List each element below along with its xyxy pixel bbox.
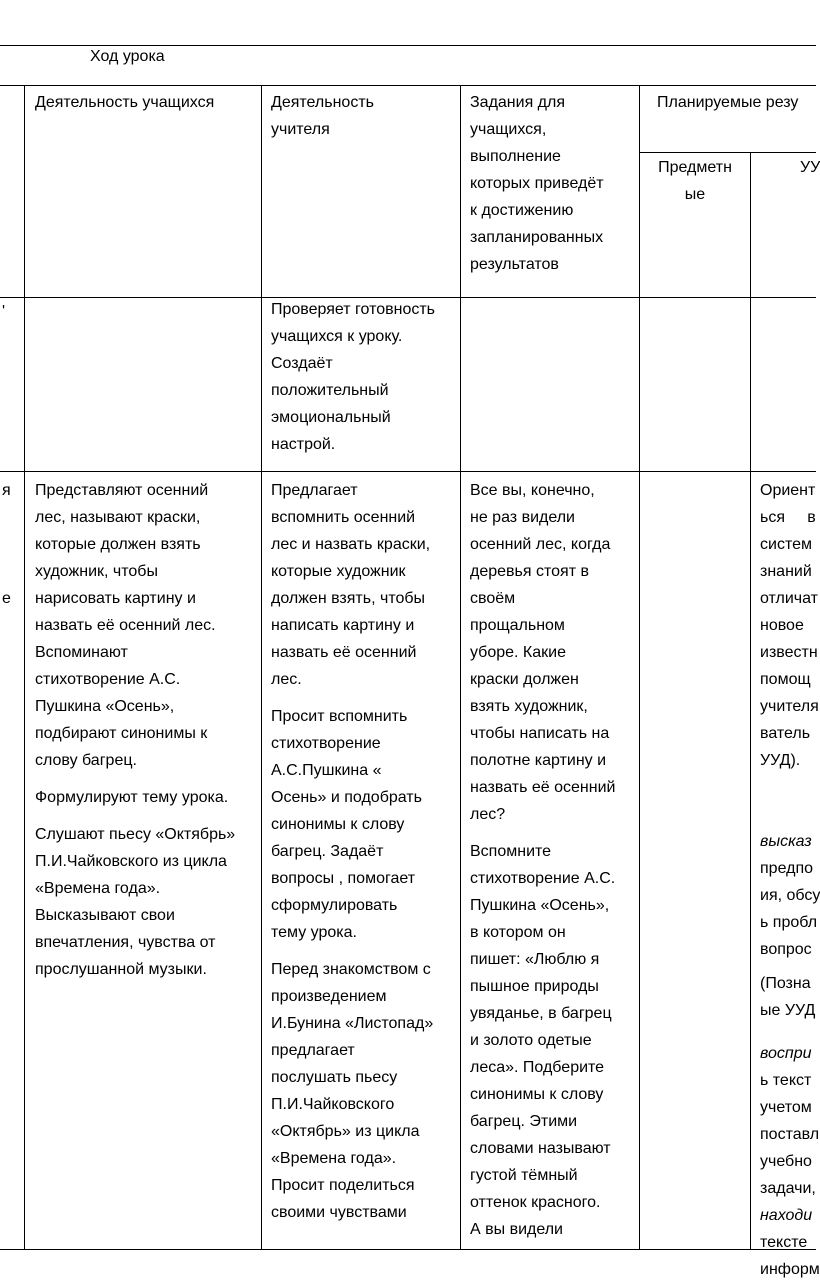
row2-uud-perception: воспри ь текст учетом поставл учебно задачи, находи тексте информ: [760, 1045, 820, 1278]
header-subject-results: Предметн ые: [658, 159, 732, 203]
teacher-paragraph: Просит вспомнить стихотворение А.С.Пушкина « Осень» и подобрать синонимы к слову багрец. Задаёт вопросы , помогает сформулировать тему урока.: [271, 708, 422, 941]
row2-teacher-activity: [271, 477, 433, 1226]
students-paragraph: Представляют осенний лес, называют краски, которые должен взять художник, чтобы нарисовать картину и назвать её осенний лес. Вспоминают стихотворение А.С. Пушкина «Осень», подбирают синонимы к слову багрец.: [35, 482, 216, 769]
header-uud: УУ: [800, 159, 820, 176]
row2-students-activity: [35, 477, 235, 983]
lesson-heading: Ход урока: [90, 48, 165, 65]
tasks-paragraph: Вспомните стихотворение А.С. Пушкина «Осень», в котором он пишет: «Люблю я пышное природы увяданье, в багрец и золото одетые леса». Подберите синонимы к слову багрец. Этими словами называют густой тёмный оттенок красного. А вы видели: [470, 843, 616, 1238]
row2-uud: Ориент ься в систем знаний отличат новое известн помощ учителя ватель УУД).: [760, 482, 819, 769]
row1-border: [0, 471, 816, 472]
planned-subheader-border: [639, 152, 816, 153]
header-students-activity: Деятельность учащихся: [35, 94, 215, 111]
header-teacher-activity: Деятельность учителя: [271, 94, 374, 138]
row2-left-edge: я е: [2, 482, 11, 607]
teacher-paragraph: Предлагает вспомнить осенний лес и назвать краски, которые художник должен взять, чтобы написать картину и назвать её осенний лес.: [271, 482, 431, 688]
col-divider-3: [460, 85, 461, 1249]
header-tasks: Задания для учащихся, выполнение которых приведёт к достижению запланированных результатов: [470, 94, 604, 273]
col-divider-4: [639, 85, 640, 1249]
students-paragraph: Формулируют тему урока.: [35, 789, 229, 806]
heading-row-border: [0, 85, 816, 86]
teacher-paragraph: Перед знакомством с произведением И.Бунина «Листопад» предлагает послушать пьесу П.И.Чайковского «Октябрь» из цикла «Времена года». Просит поделиться своими чувствами: [271, 961, 434, 1221]
row1-teacher-activity: Проверяет готовность учащихся к уроку. Создаёт положительный эмоциональный настрой.: [271, 301, 436, 453]
header-planned-results: Планируемые резу: [657, 94, 799, 111]
row2-uud-cognitive: (Позна ые УУД: [760, 975, 816, 1019]
row2-tasks: [470, 477, 615, 1243]
row1-left-edge: ': [2, 303, 6, 320]
table-bottom-border: [0, 1249, 816, 1250]
row2-uud-regulatory: высказ предпо ия, обсу ь пробл вопрос: [760, 833, 820, 958]
col-divider-2: [261, 85, 262, 1249]
col-divider-5: [750, 152, 751, 1249]
tasks-paragraph: Все вы, конечно, не раз видели осенний лес, когда деревья стоят в своём прощальном уборе. Какие краски должен взять художник, чтобы написать на полотне картину и назвать её осенний лес?: [470, 482, 616, 823]
students-paragraph: Слушают пьесу «Октябрь» П.И.Чайковского из цикла «Времена года». Высказывают свои впечатления, чувства от прослушанной музыки.: [35, 826, 236, 978]
col-divider-1: [24, 85, 25, 1249]
